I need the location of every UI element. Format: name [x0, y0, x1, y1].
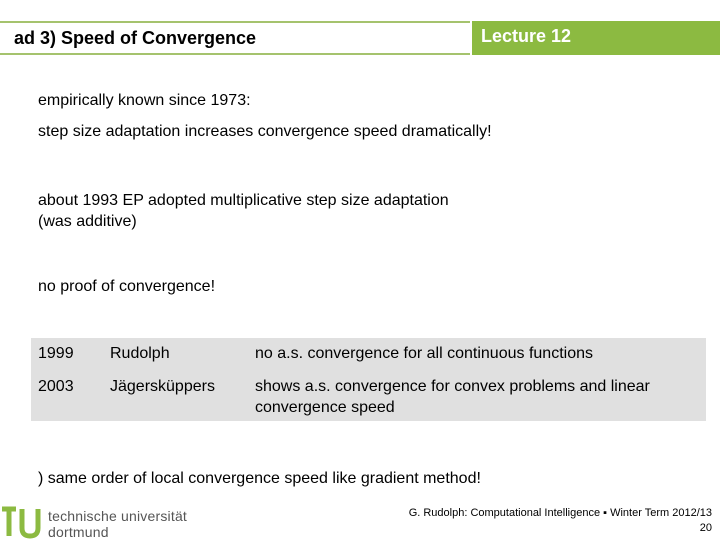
reference-table [31, 338, 706, 421]
tu-logo-icon [0, 500, 44, 540]
lecture-badge [472, 21, 720, 55]
ref-result: no a.s. convergence for all continuous functions [255, 345, 593, 362]
text-empirical: empirically known since 1973: [38, 92, 251, 109]
ref-year: 2003 [38, 378, 74, 395]
logo-text-line1: technische universität [48, 508, 188, 524]
text-was-additive: (was additive) [38, 213, 137, 230]
tu-dortmund-logo [0, 500, 200, 540]
ref-year: 1999 [38, 345, 74, 362]
text-conclusion: ) same order of local convergence speed like gradient method! [38, 470, 481, 487]
logo-text-line2: dortmund [48, 524, 109, 540]
title-bar [0, 21, 470, 55]
text-step-size: step size adaptation increases convergence speed dramatically! [38, 123, 492, 140]
ref-author: Rudolph [110, 345, 170, 362]
ref-result: shows a.s. convergence for convex problems and linear convergence speed [255, 378, 650, 416]
lecture-label: Lecture 12 [481, 26, 572, 46]
slide-title: ad 3) Speed of Convergence [14, 28, 257, 48]
text-ep-adopted: about 1993 EP adopted multiplicative step size adaptation [38, 192, 449, 209]
text-no-proof: no proof of convergence! [38, 278, 216, 295]
footer-citation: G. Rudolph: Computational Intelligence ▪ Winter Term 2012/13 [408, 507, 712, 519]
page-number: 20 [699, 522, 712, 534]
ref-author: Jägersküppers [110, 378, 215, 395]
